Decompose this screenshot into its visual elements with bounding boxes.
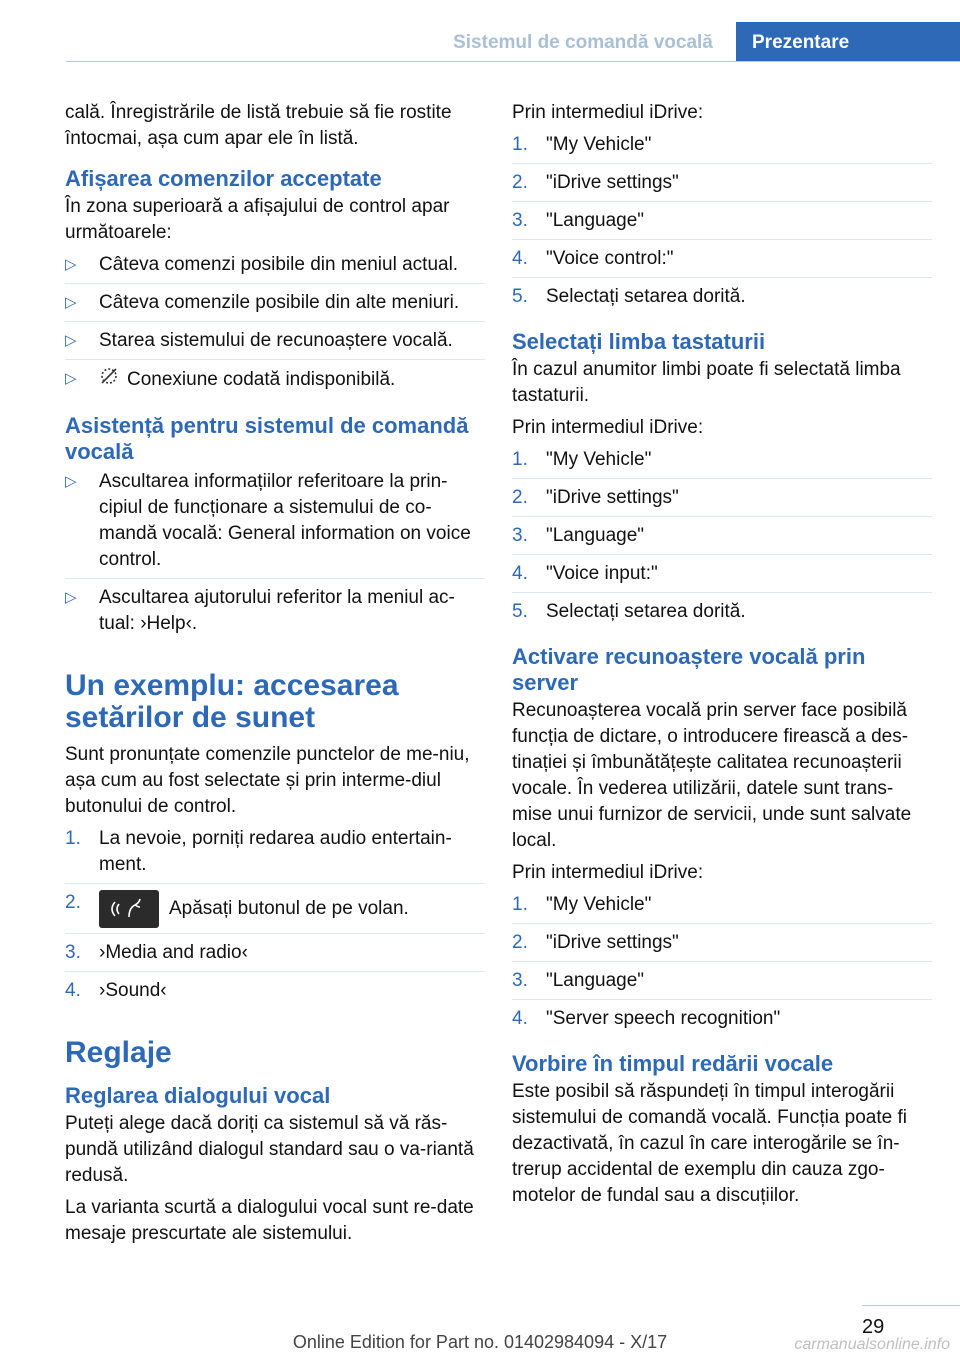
- list-item: ▷ Conexiune codată indisponibilă.: [65, 366, 485, 399]
- afisarea-list: [65, 252, 485, 399]
- list-item: 3. "Language": [512, 968, 932, 1000]
- watermark: carmanualsonline.info: [794, 1336, 950, 1353]
- header-section-title: Sistemul de comandă vocală: [453, 32, 713, 53]
- triangle-bullet-icon: ▷: [65, 370, 77, 387]
- idrive-label: Prin intermediul iDrive:: [512, 102, 704, 123]
- header-chapter-tab: Prezentare: [736, 22, 960, 62]
- heading-reglaje: Reglaje: [65, 1036, 172, 1069]
- triangle-bullet-icon: ▷: [65, 332, 77, 349]
- list-item: 1. La nevoie, porniți redarea audio entertain‐ment.: [65, 826, 485, 884]
- right-column: [512, 100, 932, 1215]
- footer-edition: Online Edition for Part no. 01402984094 - X/17: [292, 1332, 668, 1352]
- heading-limba: Selectați limba tastaturii: [512, 329, 766, 354]
- steering-wheel-voice-button-icon: [99, 890, 159, 928]
- intro-paragraph: cală. Înregistrările de listă trebuie să fie rostite întocmai, așa cum apar ele în listă.: [65, 102, 452, 149]
- triangle-bullet-icon: ▷: [65, 256, 77, 273]
- heading-reglarea: Reglarea dialogului vocal: [65, 1083, 331, 1108]
- triangle-bullet-icon: ▷: [65, 589, 77, 606]
- list-item: ▷ Starea sistemului de recunoaștere vocală.: [65, 328, 485, 360]
- left-column: [65, 100, 485, 1253]
- list-item: ▷ Câteva comenzi posibile din meniul actual.: [65, 252, 485, 284]
- list-item: 5. Selectați setarea dorită.: [512, 286, 746, 307]
- triangle-bullet-icon: ▷: [65, 294, 77, 311]
- list-item: 2. "iDrive settings": [512, 170, 932, 202]
- heading-asistenta: Asistență pentru sistemul de comandă vocală: [65, 413, 469, 464]
- list-item: 3. "Language": [512, 523, 932, 555]
- reglarea-paragraph-2: La varianta scurtă a dialogului vocal sunt re‐date mesaje prescurtate ale sistemului.: [65, 1197, 474, 1244]
- server-text: Recunoașterea vocală prin server face posibilă funcția de dictare, o introducere firească a des‐tinației și îmbunătățește calitatea recunoașterii vocale. În vederea utilizării, datele sunt trans‐mise unui furnizor de servicii, unde sunt salvate local.: [512, 700, 912, 851]
- heading-vorbire: Vorbire în timpul redării vocale: [512, 1051, 834, 1076]
- heading-exemplu: Un exemplu: accesarea setărilor de sunet: [65, 669, 399, 734]
- list-item: 3. ›Media and radio‹: [65, 940, 485, 972]
- vorbire-text: Este posibil să răspundeți în timpul interogării sistemului de comandă vocală. Funcția poate fi dezactivată, în cazul în care interogările se în‐trerup accidental de exemplu din cauza zgo‐motelor de fundal sau a discuțiilor.: [512, 1081, 907, 1206]
- list-item: 3. "Language": [512, 208, 932, 240]
- keyboard-language-steps: [512, 447, 932, 630]
- list-item: 1. "My Vehicle": [512, 892, 932, 924]
- limba-text: În cazul anumitor limbi poate fi selectată limba tastaturii.: [512, 359, 901, 406]
- list-item: 5. Selectați setarea dorită.: [512, 601, 746, 622]
- afisarea-text: În zona superioară a afișajului de control apar următoarele:: [65, 196, 450, 243]
- triangle-bullet-icon: ▷: [65, 473, 77, 490]
- idrive-label: Prin intermediul iDrive:: [512, 417, 704, 438]
- exemplu-text: Sunt pronunțate comenzile punctelor de me‐niu, așa cum au fost selectate și prin interme‐diul butonului de control.: [65, 744, 470, 817]
- list-item: 2. "iDrive settings": [512, 485, 932, 517]
- header-divider: [66, 61, 960, 62]
- list-item: ▷ Câteva comenzile posibile din alte meniuri.: [65, 290, 485, 322]
- page-number: 29: [862, 1316, 885, 1338]
- list-item: ▷ Ascultarea ajutorului referitor la meniul ac‐tual: ›Help‹.: [65, 587, 455, 634]
- list-item: 1. "My Vehicle": [512, 132, 932, 164]
- heading-server: Activare recunoaștere vocală prin server: [512, 644, 866, 695]
- list-item: 4. ›Sound‹: [65, 980, 167, 1001]
- list-item: 4. "Voice input:": [512, 561, 932, 593]
- idrive-label: Prin intermediul iDrive:: [512, 862, 704, 883]
- voice-control-steps: [512, 132, 932, 315]
- list-item: ▷ Ascultarea informațiilor referitoare la prin‐cipiul de funcționare a sistemului de co‐mandă vocală: General information on voice control.: [65, 469, 485, 579]
- list-item: 2. Apăsați butonul de pe volan.: [65, 890, 485, 934]
- list-item: 4. "Server speech recognition": [512, 1008, 781, 1029]
- list-item: 4. "Voice control:": [512, 246, 932, 278]
- exemplu-steps: [65, 826, 485, 1009]
- encrypted-connection-unavailable-icon: [99, 366, 119, 394]
- list-item: 1. "My Vehicle": [512, 447, 932, 479]
- list-item: 2. "iDrive settings": [512, 930, 932, 962]
- reglarea-paragraph-1: Puteți alege dacă doriți ca sistemul să vă răs‐pundă utilizând dialogul standard sau o va‐riantă redusă.: [65, 1113, 474, 1186]
- asistenta-list: [65, 469, 485, 642]
- page-number-divider: [862, 1305, 960, 1306]
- server-recognition-steps: [512, 892, 932, 1037]
- heading-afisarea: Afișarea comenzilor acceptate: [65, 166, 382, 191]
